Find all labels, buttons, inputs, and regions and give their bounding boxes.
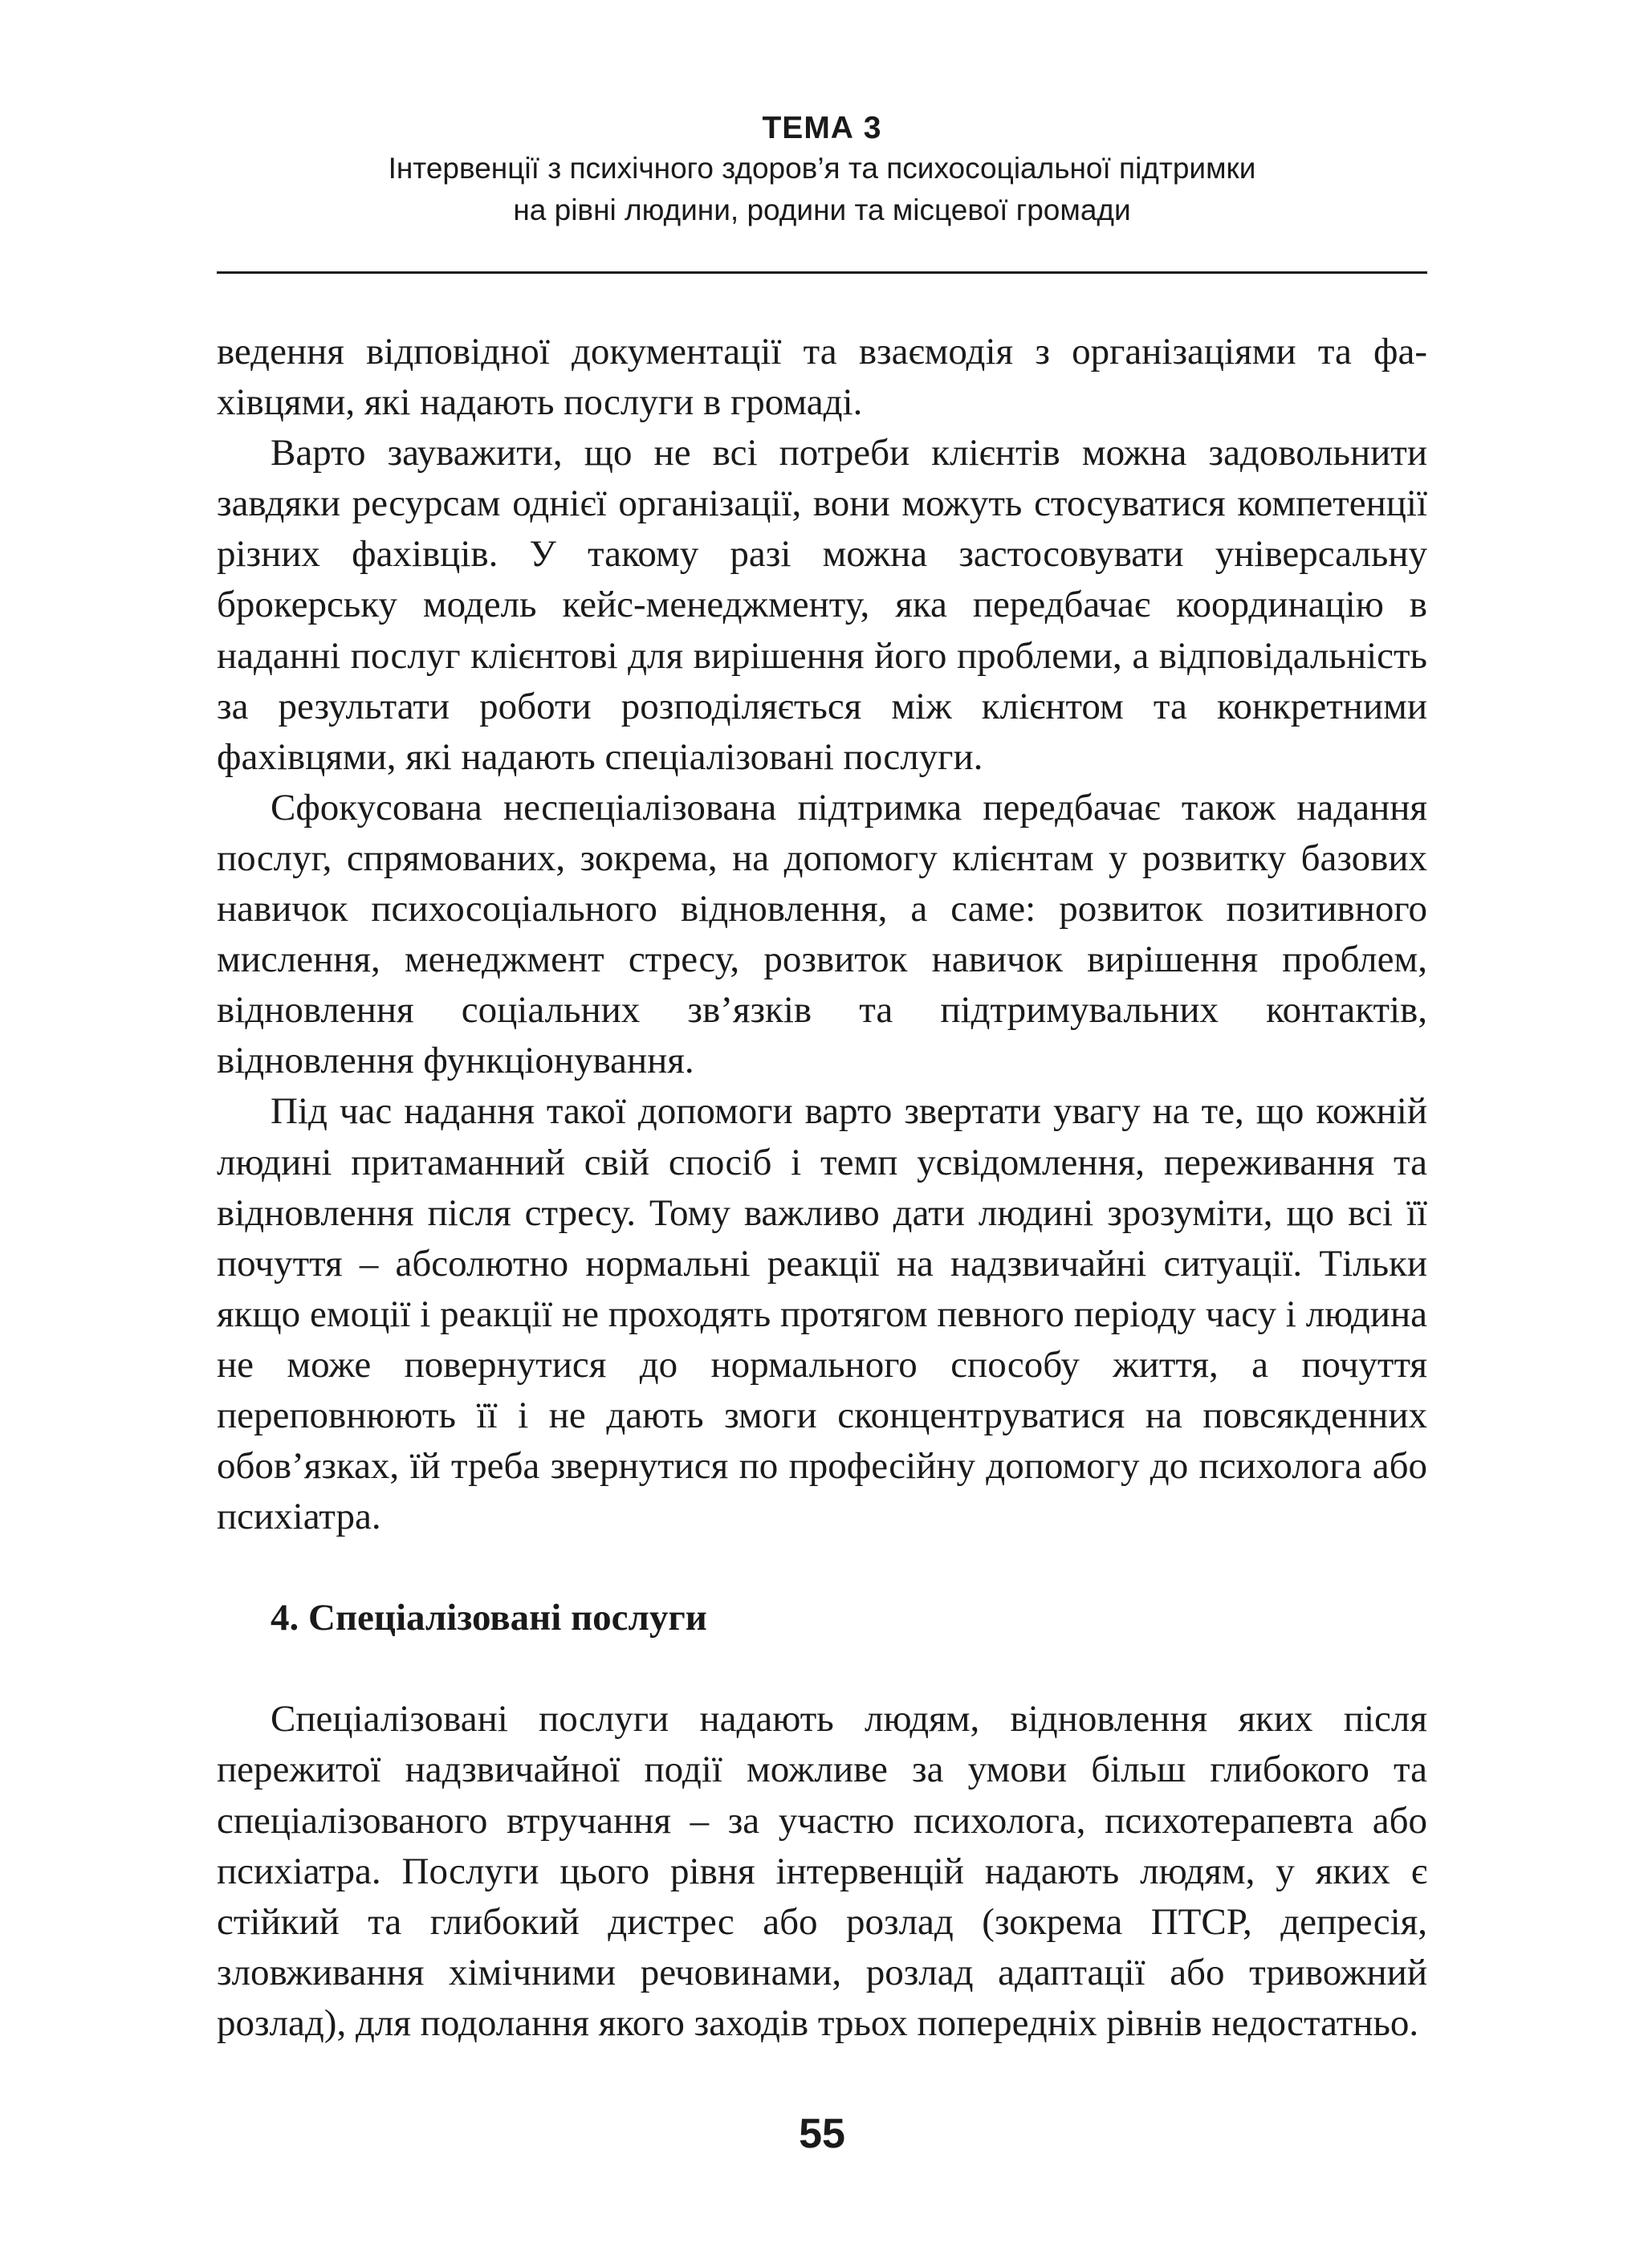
running-head <box>217 109 1427 231</box>
theme-subtitle-line-1: Інтервенції з психічного здоров’я та психосоціальної підтримки <box>388 152 1256 185</box>
body-text <box>217 327 1427 2049</box>
paragraph-assistance-notes: Під час надання такої допомоги варто звертати увагу на те, що кожній людині притаманний свій спосіб і темп усвідомлення, переживання та відновлення після стресу. Тому важливо дати людині зрозуміти, що всі її почуття – абсолютно нормальні реакції на надзвичайні ситуації. Тільки якщо емоції і реакції не проходять протягом певного періоду часу і людина не може повернутися до нормального способу життя, а почуття переповнюють її і не дають змоги сконцентруватися на повсякденних обов’язках, їй треба звернутися по професійну допомогу до психолога або психіатра. <box>217 1090 1427 1538</box>
paragraph-broker-model: Варто зауважити, що не всі потреби клієнтів можна задовольнити завдяки ресурсам однієї організації, вони можуть стосуватися компетенції різних фахівців. У такому разі можна застосовувати універсальну брокерську модель кейс-менеджменту, яка передбачає координацію в наданні послуг клієнтові для вирішення його проблеми, а відповідальність за результати роботи розподіляється між клієнтом та конкретними фахівцями, які надають спеціалізовані послуги. <box>217 432 1427 778</box>
paragraph-specialized-services: Спеціалізовані послуги надають людям, відновлення яких після пережитої надзвичайної події можливе за умови більш глибокого та спеціалізованого втручання – за участю психолога, психотерапевта або психіатра. Послуги цього рівня інтервенцій надають людям, у яких є стійкий та глибокий дистрес або розлад (зокрема ПТСР, депресія, зловживання хімічними речовинами, розлад адаптації або тривожний розлад), для подолання якого заходів трьох попередніх рівнів недостатньо. <box>217 1698 1427 2044</box>
paragraph-focused-support: Сфокусована неспеціалізована підтримка передбачає також надання послуг, спрямованих, зокрема, на допомогу клієнтам у розвитку базових навичок психосоціального відновлення, а саме: розвиток позитивного мислення, менеджмент стресу, розвиток навичок вирішення проблем, відновлення соціальних зв’язків та підтримувальних контактів, відновлення функціонування. <box>217 786 1427 1082</box>
theme-label: ТЕМА 3 <box>762 111 882 145</box>
paragraph-continuation: ведення відповідної документації та взаємодія з організаціями та фахівцями, які надають послуги в громаді. <box>217 331 1427 424</box>
header-divider <box>217 271 1427 274</box>
theme-subtitle-line-2: на рівні людини, родини та місцевої громади <box>513 193 1131 226</box>
page-number: 55 <box>799 2111 845 2157</box>
section-heading: 4. Спеціалізовані послуги <box>271 1597 707 1639</box>
